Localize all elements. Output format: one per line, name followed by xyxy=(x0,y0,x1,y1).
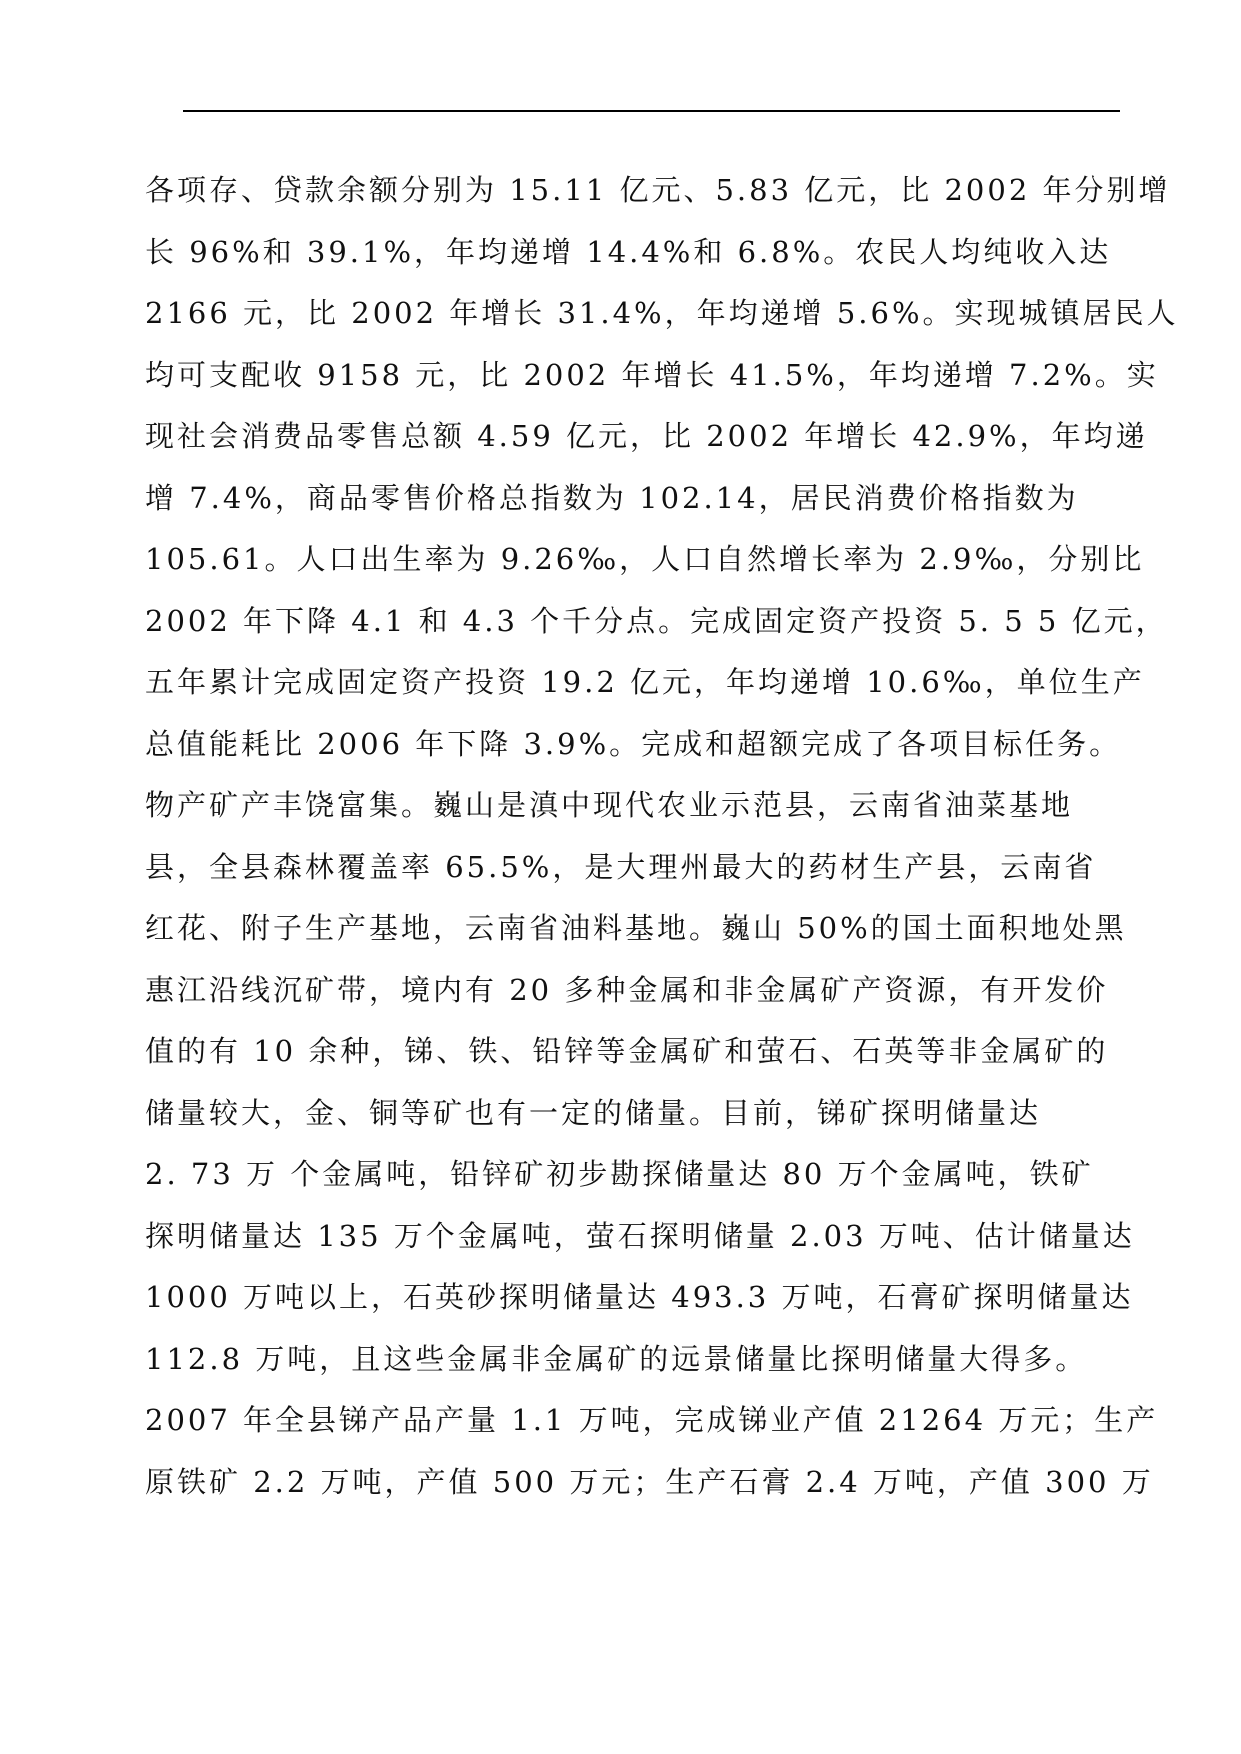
text-line: 105.61。人口出生率为 9.26‰，人口自然增长率为 2.9‰，分别比 xyxy=(145,542,1145,576)
text-line: 112.8 万吨，且这些金属非金属矿的远景储量比探明储量大得多。 xyxy=(145,1341,1088,1376)
text-line: 红花、附子生产基地，云南省油料基地。巍山 50%的国土面积地处黑 xyxy=(145,911,1127,945)
text-line: 长 96%和 39.1%，年均递增 14.4%和 6.8%。农民人均纯收入达 xyxy=(145,234,1112,269)
text-line: 探明储量达 135 万个金属吨，萤石探明储量 2.03 万吨、估计储量达 xyxy=(145,1218,1135,1253)
text-line: 现社会消费品零售总额 4.59 亿元，比 2002 年增长 42.9%，年均递 xyxy=(145,419,1148,453)
text-line: 原铁矿 2.2 万吨，产值 500 万元；生产石膏 2.4 万吨，产值 300 万 xyxy=(145,1464,1154,1499)
text-line: 均可支配收 9158 元，比 2002 年增长 41.5%，年均递增 7.2%。实 xyxy=(145,357,1159,392)
text-line: 1000 万吨以上，石英砂探明储量达 493.3 万吨，石膏矿探明储量达 xyxy=(145,1280,1134,1314)
text-line: 2002 年下降 4.1 和 4.3 个千分点。完成固定资产投资 5. 5 5 亿元， xyxy=(145,603,1168,638)
text-line: 惠江沿线沉矿带，境内有 20 多种金属和非金属矿产资源，有开发价 xyxy=(145,972,1109,1007)
text-line: 增 7.4%，商品零售价格总指数为 102.14，居民消费价格指数为 xyxy=(145,480,1079,515)
text-line: 物产矿产丰饶富集。巍山是滇中现代农业示范县，云南省油菜基地 xyxy=(145,788,1074,822)
text-line: 五年累计完成固定资产投资 19.2 亿元，年均递增 10.6‰，单位生产 xyxy=(145,665,1145,699)
text-line: 值的有 10 余种，锑、铁、铅锌等金属矿和萤石、石英等非金属矿的 xyxy=(145,1034,1109,1068)
text-line: 储量较大，金、铜等矿也有一定的储量。目前，锑矿探明储量达 xyxy=(145,1095,1042,1130)
text-line: 2007 年全县锑产品产量 1.1 万吨，完成锑业产值 21264 万元；生产 xyxy=(145,1403,1159,1437)
body-text xyxy=(145,160,1179,1513)
text-line: 2. 73 万 个金属吨，铅锌矿初步勘探储量达 80 万个金属吨，铁矿 xyxy=(145,1157,1094,1191)
text-line: 总值能耗比 2006 年下降 3.9%。完成和超额完成了各项目标任务。 xyxy=(145,726,1122,761)
text-line: 县，全县森林覆盖率 65.5%，是大理州最大的药材生产县，云南省 xyxy=(145,849,1097,884)
header-rule xyxy=(183,110,1120,112)
text-line: 各项存、贷款余额分别为 15.11 亿元、5.83 亿元，比 2002 年分别增 xyxy=(145,173,1171,207)
text-line: 2166 元，比 2002 年增长 31.4%，年均递增 5.6%。实现城镇居民人 xyxy=(145,296,1179,330)
